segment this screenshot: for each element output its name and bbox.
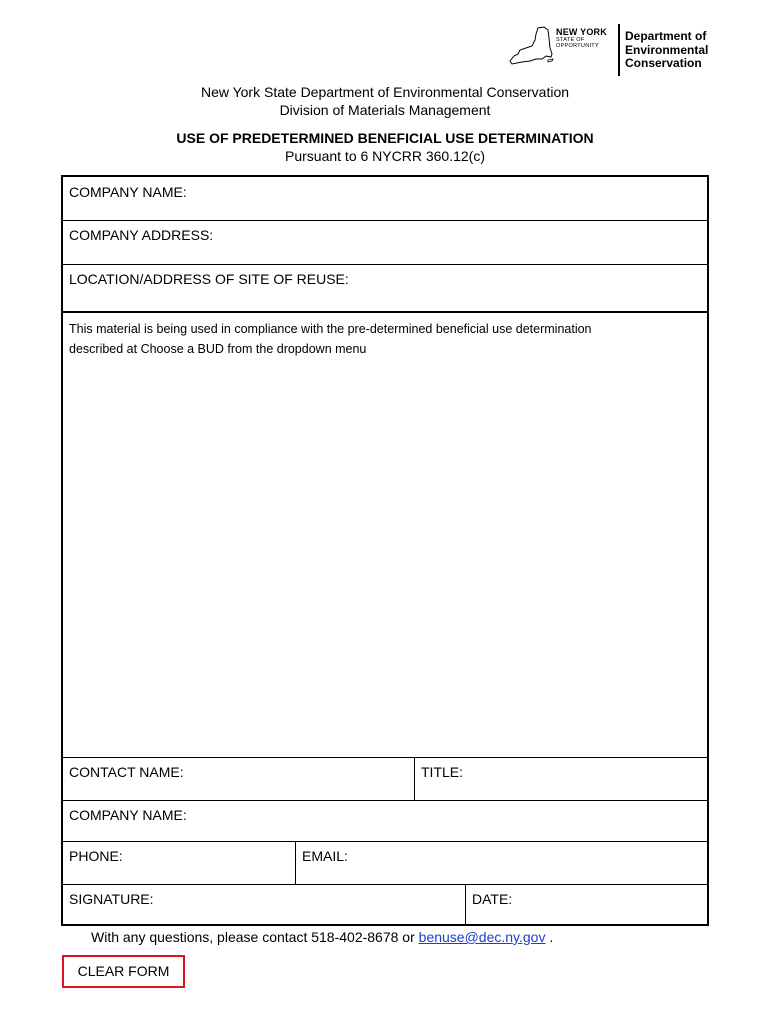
dept-line-1: Department of bbox=[625, 29, 707, 43]
statement-line-1: This material is being used in compliance with the pre-determined beneficial use determination bbox=[69, 322, 592, 336]
bud-statement bbox=[69, 319, 667, 359]
company-name-label: COMPANY NAME: bbox=[69, 184, 187, 200]
nys-dec-logo bbox=[508, 24, 728, 78]
form-subtitle: Pursuant to 6 NYCRR 360.12(c) bbox=[285, 148, 485, 164]
division-name: Division of Materials Management bbox=[279, 102, 491, 118]
state-of-opportunity-wordmark bbox=[556, 28, 607, 49]
state-line-2: STATE OF bbox=[556, 37, 585, 43]
company-address-label: COMPANY ADDRESS: bbox=[69, 227, 214, 243]
clear-form-button[interactable]: CLEAR FORM bbox=[62, 955, 185, 988]
form-title: USE OF PREDETERMINED BENEFICIAL USE DETERMINATION bbox=[176, 130, 594, 146]
company-name-field[interactable] bbox=[63, 177, 707, 221]
contact-note-end: . bbox=[545, 929, 554, 945]
bud-statement-area bbox=[63, 311, 707, 758]
contact-name-label: CONTACT NAME: bbox=[69, 764, 184, 780]
form-table bbox=[61, 175, 709, 926]
title-field[interactable] bbox=[414, 757, 707, 800]
contact-note-text: With any questions, please contact 518-402-8678 or bbox=[91, 929, 419, 945]
company-address-field[interactable] bbox=[63, 220, 707, 265]
company-name-2-field[interactable] bbox=[63, 800, 707, 842]
state-line-1: NEW YORK bbox=[556, 27, 607, 37]
signature-date-row bbox=[63, 884, 707, 924]
email-field[interactable] bbox=[295, 841, 707, 884]
state-line-3: OPPORTUNITY bbox=[556, 43, 599, 49]
phone-field[interactable] bbox=[63, 841, 295, 884]
signature-field[interactable] bbox=[63, 884, 465, 924]
site-location-field[interactable] bbox=[63, 264, 707, 313]
logo-divider bbox=[618, 24, 620, 76]
agency-name: New York State Department of Environmental Conservation bbox=[200, 84, 570, 100]
dept-line-3: Conservation bbox=[625, 56, 702, 70]
title-label: TITLE: bbox=[421, 764, 464, 780]
signature-label: SIGNATURE: bbox=[69, 891, 154, 907]
email-label: EMAIL: bbox=[302, 848, 348, 864]
date-label: DATE: bbox=[472, 891, 513, 907]
contact-email-link[interactable]: benuse@dec.ny.gov bbox=[418, 929, 546, 945]
site-location-label: LOCATION/ADDRESS OF SITE OF REUSE: bbox=[69, 271, 349, 287]
dept-line-2: Environmental bbox=[625, 42, 709, 57]
phone-label: PHONE: bbox=[69, 848, 123, 864]
phone-email-row bbox=[63, 841, 707, 885]
date-field[interactable] bbox=[465, 884, 707, 924]
dec-wordmark bbox=[625, 30, 708, 71]
contact-name-field[interactable] bbox=[63, 757, 414, 800]
contact-note bbox=[91, 929, 553, 945]
new-york-state-map-icon bbox=[508, 26, 554, 66]
company-name-2-label: COMPANY NAME: bbox=[69, 807, 187, 823]
bud-dropdown[interactable]: described at Choose a BUD from the dropdown menu bbox=[69, 342, 367, 356]
contact-row bbox=[63, 757, 707, 801]
